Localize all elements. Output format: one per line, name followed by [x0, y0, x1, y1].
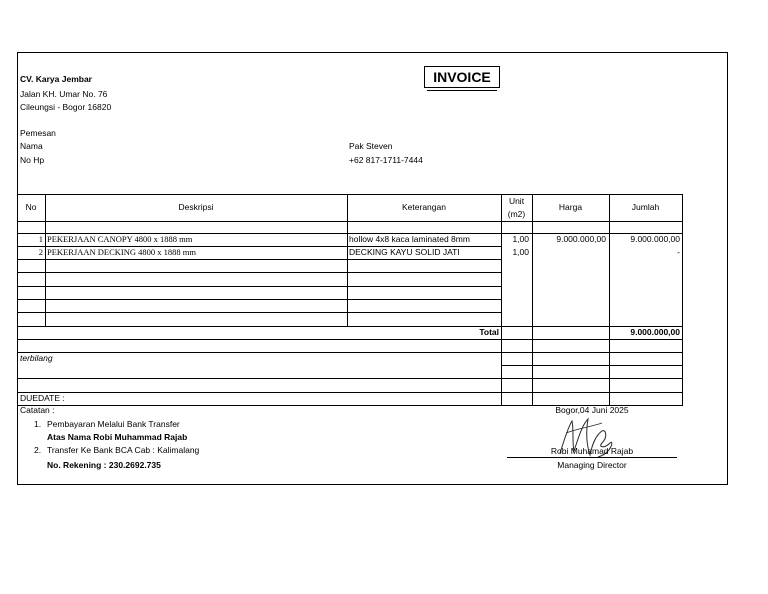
company-name: CV. Karya Jembar [20, 74, 92, 84]
signature-role: Managing Director [557, 460, 627, 470]
signature-name: Robi Muhamad Rajab [550, 446, 634, 456]
header-unit-line2: (m2) [507, 209, 526, 219]
header-description: Deskripsi [178, 202, 214, 212]
notes-item2-number: 2. [34, 445, 42, 455]
header-price: Harga [558, 202, 583, 212]
notes-item1: Pembayaran Melalui Bank Transfer [47, 419, 180, 429]
total-label: Total [479, 327, 499, 337]
notes-item2: Transfer Ke Bank BCA Cab : Kalimalang [47, 445, 200, 455]
customer-section-label: Pemesan [20, 128, 56, 138]
terbilang-label: terbilang [20, 353, 53, 363]
header-unit-line1: Unit [508, 196, 525, 206]
row-unit: 1,00 [512, 247, 529, 257]
notes-item1-number: 1. [34, 419, 42, 429]
company-address-line1: Jalan KH. Umar No. 76 [20, 89, 108, 99]
row-unit: 1,00 [512, 234, 529, 244]
signature-place-date: Bogor,04 Juni 2025 [555, 405, 629, 415]
row-no: 1 [38, 234, 43, 244]
row-no: 2 [38, 247, 43, 257]
row-description: PEKERJAAN CANOPY 4800 x 1888 mm [47, 234, 193, 244]
header-no: No [25, 202, 37, 212]
customer-phone-value: +62 817-1711-7444 [349, 155, 423, 165]
row-amount: 9.000.000,00 [630, 234, 680, 244]
duedate-label: DUEDATE : [20, 393, 65, 403]
customer-name-value: Pak Steven [349, 141, 393, 151]
row-note: DECKING KAYU SOLID JATI [349, 247, 460, 257]
header-amount: Jumlah [631, 202, 660, 212]
invoice-title: INVOICE [424, 66, 500, 88]
notes-item2-account-number: No. Rekening : 230.2692.735 [47, 460, 161, 470]
company-address-line2: Cileungsi - Bogor 16820 [20, 102, 112, 112]
row-note: hollow 4x8 kaca laminated 8mm [349, 234, 470, 244]
customer-phone-label: No Hp [20, 155, 45, 165]
notes-item1-account-name: Atas Nama Robi Muhammad Rajab [47, 432, 188, 442]
row-amount: - [677, 247, 680, 257]
notes-label: Catatan : [20, 405, 55, 415]
customer-name-label: Nama [20, 141, 43, 151]
total-value: 9.000.000,00 [630, 327, 680, 337]
row-price: 9.000.000,00 [556, 234, 606, 244]
header-note: Keterangan [402, 202, 446, 212]
row-description: PEKERJAAN DECKING 4800 x 1888 mm [47, 247, 196, 257]
